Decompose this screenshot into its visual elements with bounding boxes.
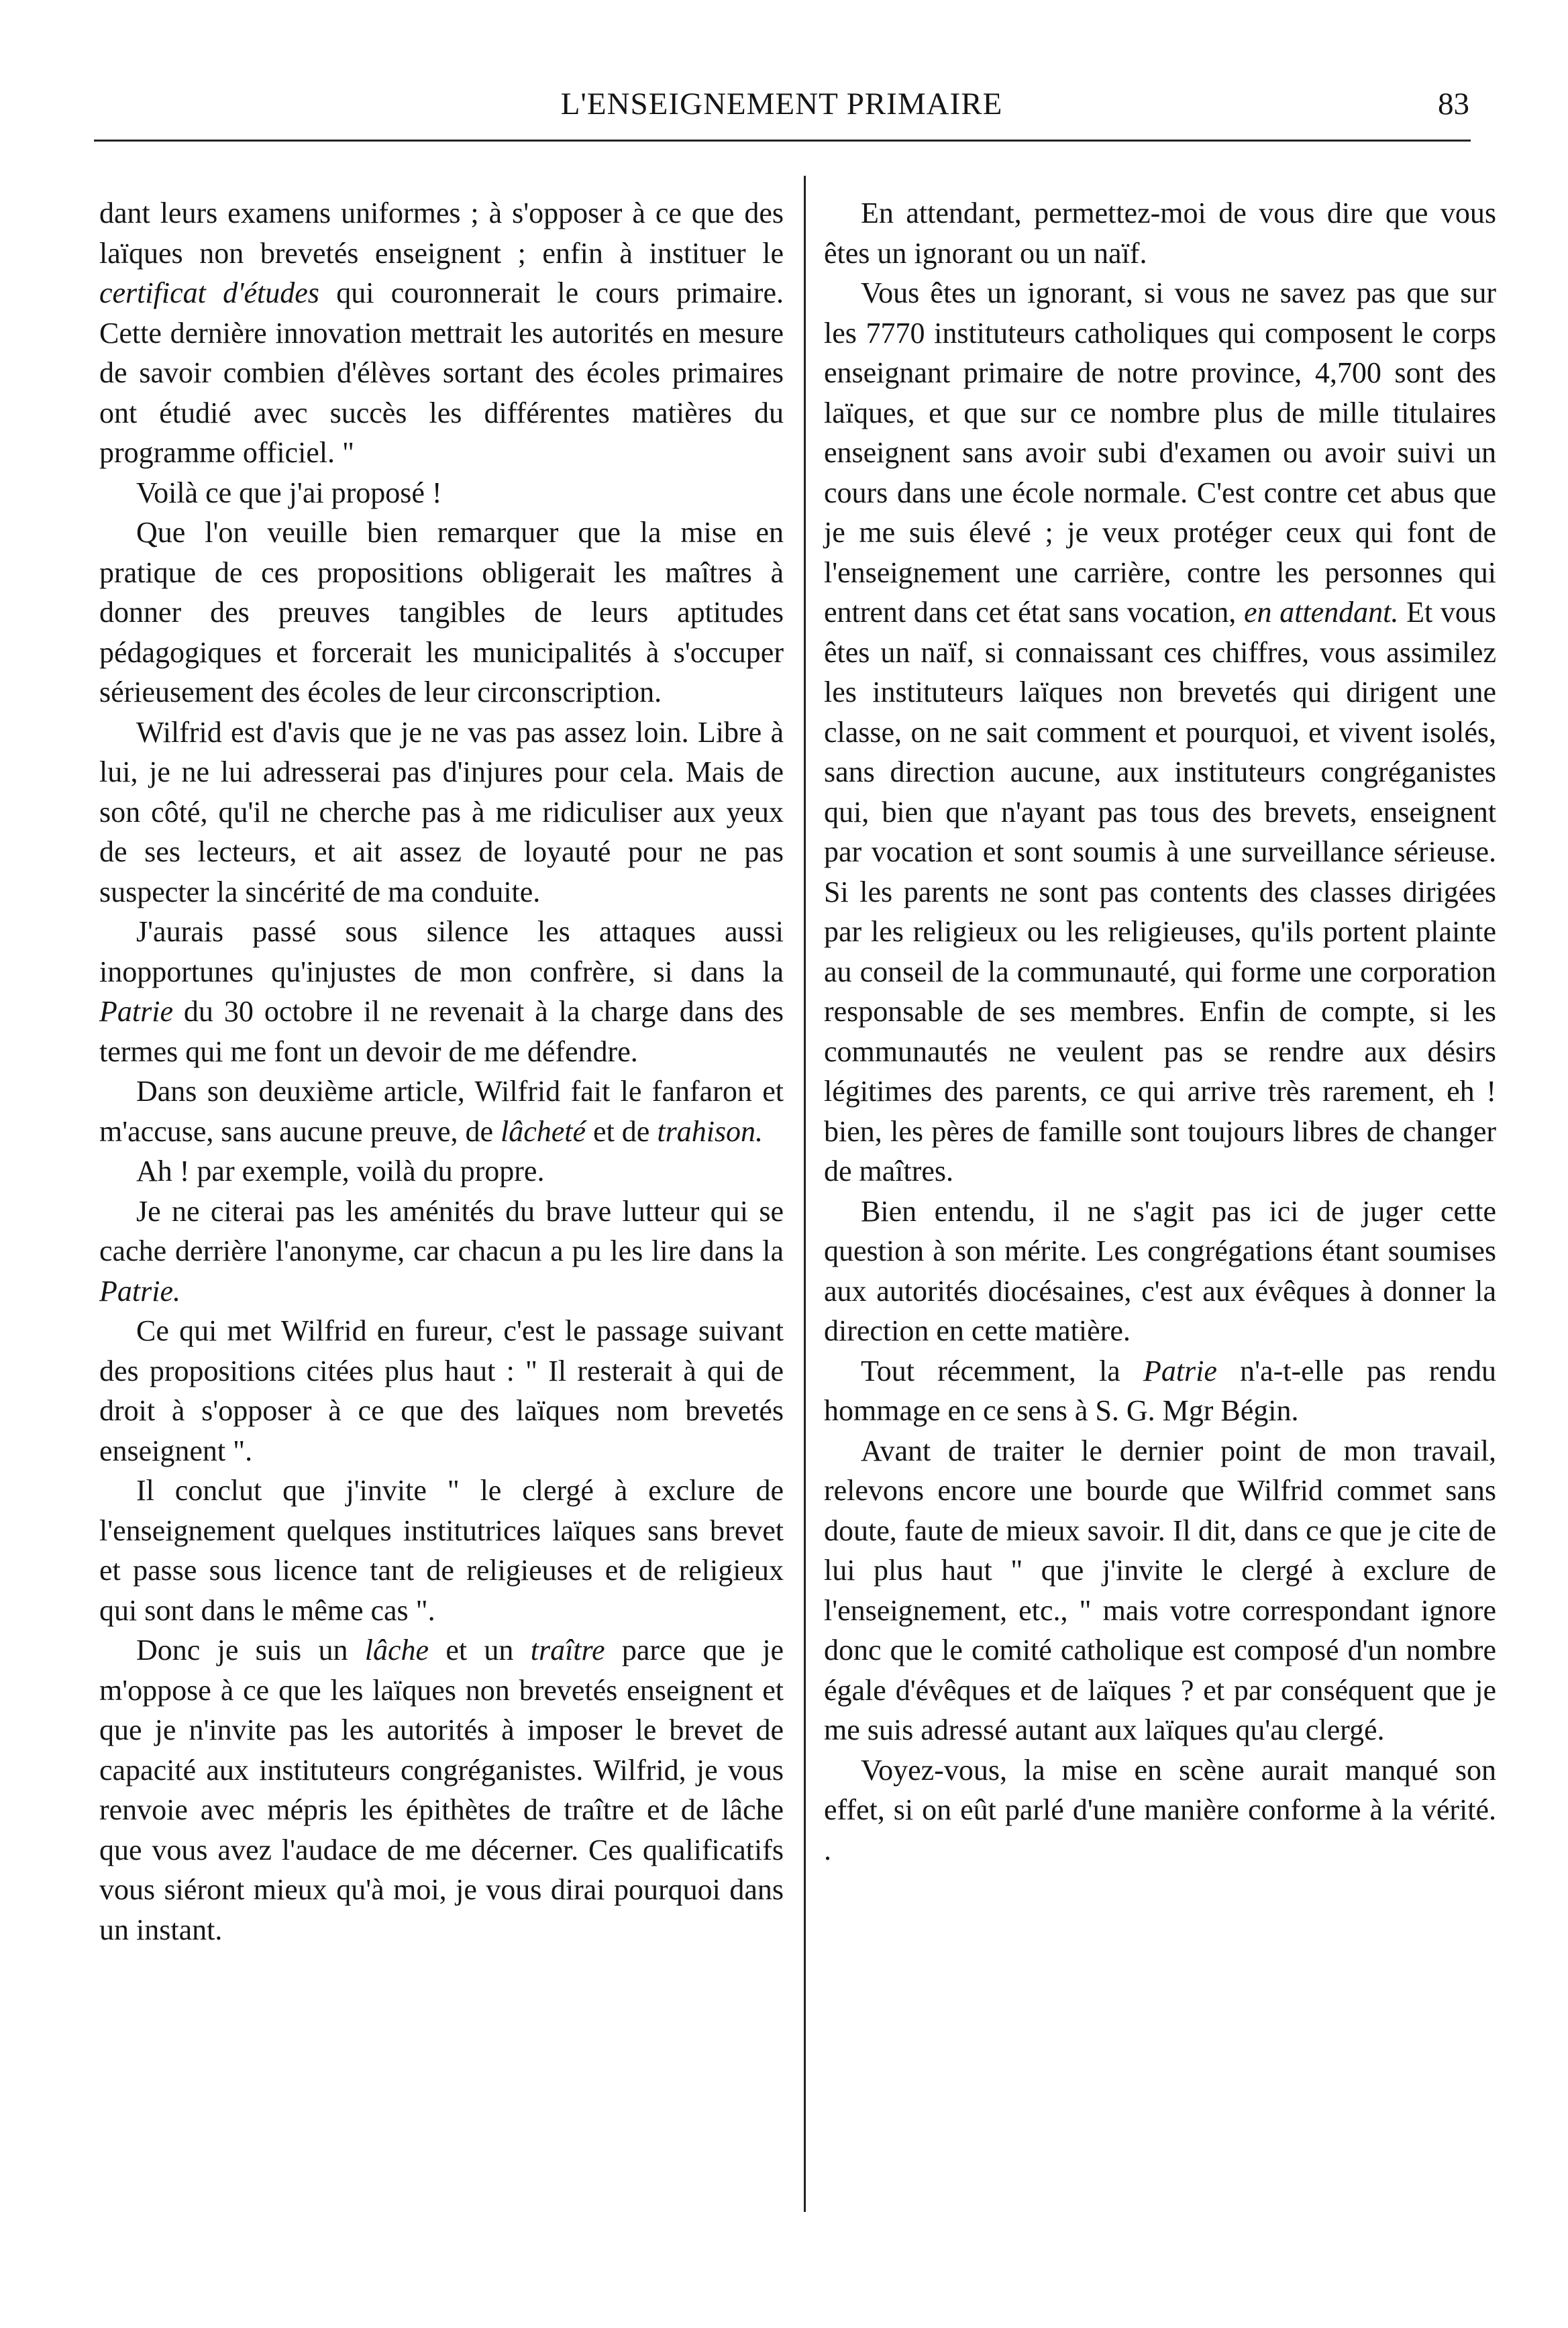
italic-text: en attendant. bbox=[1243, 596, 1399, 629]
paragraph bbox=[99, 1192, 784, 1312]
italic-text: traître bbox=[530, 1634, 605, 1666]
text-run: qui couronnerait le cours primaire. Cette dernière innovation mettrait les autorités en mesure de savoir combien d'élèves sortant des écoles primaires ont étudié avec succès les différentes matières du programme officiel. " bbox=[99, 276, 784, 469]
text-run: Donc je suis un bbox=[136, 1634, 365, 1666]
text-run: Voyez-vous, la mise en scène aurait manqué son effet, si on eût parlé d'une manière conforme à la vérité. . bbox=[824, 1753, 1496, 1866]
left-column bbox=[99, 193, 784, 1950]
paragraph bbox=[824, 193, 1496, 273]
paragraph bbox=[824, 1351, 1496, 1431]
paragraph bbox=[824, 273, 1496, 1192]
running-title: L'ENSEIGNEMENT PRIMAIRE bbox=[560, 87, 1003, 121]
text-run: n'a-t-elle pas rendu hommage en ce sens à S. G. Mgr Bégin. bbox=[824, 1354, 1496, 1427]
paragraph bbox=[99, 912, 784, 1071]
paragraph bbox=[99, 712, 784, 912]
text-run: J'aurais passé sous silence les attaques aussi inopportunes qu'injustes de mon confrère, si dans la bbox=[99, 915, 784, 988]
italic-text: trahison. bbox=[657, 1114, 764, 1148]
paragraph bbox=[99, 1471, 784, 1630]
page-number: 83 bbox=[1438, 87, 1469, 121]
text-run: et de bbox=[586, 1114, 658, 1148]
paragraph bbox=[824, 1192, 1496, 1351]
text-run: Bien entendu, il ne s'agit pas ici de juger cette question à son mérite. Les congrégations étant soumises aux autorités diocésaines, c'est aux évêques à donner la direction en cette matière. bbox=[824, 1194, 1496, 1347]
paragraph bbox=[99, 1071, 784, 1151]
text-run: Il conclut que j'invite " le clergé à exclure de l'enseignement quelques institutrices laïques sans brevet et passe sous licence tant de religieuses et de religieux qui sont dans le même cas ". bbox=[99, 1474, 784, 1627]
header-rule bbox=[94, 140, 1471, 142]
text-run: Ah ! par exemple, voilà du propre. bbox=[136, 1155, 545, 1187]
text-run: Que l'on veuille bien remarquer que la mise en pratique de ces propositions obligerait les maîtres à donner des preuves tangibles de leurs aptitudes pédagogiques et forcerait les municipalités à s'occuper sérieusement des écoles de leur circonscription. bbox=[99, 516, 784, 708]
paragraph bbox=[99, 513, 784, 712]
text-run: parce que je m'oppose à ce que les laïques non brevetés enseignent et que je n'invite pas les autorités à imposer le brevet de capacité aux instituteurs congréganistes. Wilfrid, je vous renvoie avec mépris les épithètes de traître et de lâche que vous avez l'audace de me décerner. Ces qualificatifs vous siéront mieux qu'à moi, je vous dirai pourquoi dans un instant. bbox=[99, 1634, 784, 1946]
text-run: Et vous êtes un naïf, si connaissant ces chiffres, vous assimilez les instituteurs laïques non brevetés qui dirigent une classe, on ne sait comment et pourquoi, et vivent isolés, sans direction aucune, aux instituteurs congréganistes qui, bien que n'ayant pas tous des brevets, enseignent par vocation et sont soumis à une surveillance sérieuse. Si les parents ne sont pas contents des classes dirigées par les religieux ou les religieuses, qu'ils portent plainte au conseil de la communauté, qui forme une corporation responsable de ses membres. Enfin de compte, si les communautés ne veulent pas se rendre aux désirs légitimes des parents, ce qui arrive très rarement, eh ! bien, les pères de famille sont toujours libres de changer de maîtres. bbox=[824, 596, 1496, 1187]
paragraph bbox=[99, 193, 784, 473]
right-column bbox=[824, 193, 1496, 1870]
text-run: Avant de traiter le dernier point de mon travail, relevons encore une bourde que Wilfrid commet sans doute, faute de mieux savoir. Il dit, dans ce que je cite de lui plus haut " que j'invite le clergé à exclure de l'enseignement, etc., " mais votre correspondant ignore donc que le comité catholique est composé d'un nombre égale d'évêques et de laïques ? et par conséquent que je me suis adressé autant aux laïques qu'au clergé. bbox=[824, 1434, 1496, 1746]
italic-text: lâcheté bbox=[501, 1114, 586, 1148]
text-run: du 30 octobre il ne revenait à la charge dans des termes qui me font un devoir de me défendre. bbox=[99, 995, 784, 1068]
italic-text: lâche bbox=[364, 1634, 429, 1666]
text-run: Dans son deuxième article, Wilfrid fait le fanfaron et m'accuse, sans aucune preuve, de bbox=[99, 1075, 784, 1148]
column-rule bbox=[804, 176, 806, 2212]
paragraph bbox=[824, 1431, 1496, 1750]
paragraph bbox=[824, 1750, 1496, 1870]
paragraph bbox=[99, 1311, 784, 1471]
text-run: Voilà ce que j'ai proposé ! bbox=[136, 476, 442, 509]
text-run: et un bbox=[429, 1634, 531, 1666]
text-run: Wilfrid est d'avis que je ne vas pas assez loin. Libre à lui, je ne lui adresserai pas d'injures pour cela. Mais de son côté, qu'il ne cherche pas à me ridiculiser aux yeux de ses lecteurs, et ait assez de loyauté pour ne pas suspecter la sincérité de ma conduite. bbox=[99, 715, 784, 908]
italic-text: certificat d'études bbox=[99, 276, 319, 309]
paragraph bbox=[99, 473, 784, 513]
text-run: Tout récemment, la bbox=[861, 1354, 1143, 1387]
paragraph bbox=[99, 1630, 784, 1950]
text-run: Vous êtes un ignorant, si vous ne savez pas que sur les 7770 instituteurs catholiques qui composent le corps enseignant primaire de notre province, 4,700 sont des laïques, et que sur ce nombre plus de mille titulaires enseignent sans avoir subi d'examen ou avoir suivi un cours dans une école normale. C'est contre cet abus que je me suis élevé ; je veux protéger ceux qui font de l'enseignement une carrière, contre les personnes qui entrent dans cet état sans vocation, bbox=[824, 276, 1496, 629]
italic-text: Patrie bbox=[99, 995, 173, 1028]
text-run: Ce qui met Wilfrid en fureur, c'est le passage suivant des propositions citées plus haut : " Il resterait à qui de droit à s'opposer à ce que des laïques nom brevetés enseignent ". bbox=[99, 1314, 784, 1467]
paragraph bbox=[99, 1151, 784, 1192]
text-run: Je ne citerai pas les aménités du brave lutteur qui se cache derrière l'anonyme, car chacun a pu les lire dans la bbox=[99, 1194, 784, 1267]
italic-text: Patrie bbox=[1143, 1354, 1217, 1387]
running-head bbox=[94, 86, 1469, 133]
italic-text: Patrie. bbox=[99, 1274, 180, 1308]
text-run: dant leurs examens uniformes ; à s'opposer à ce que des laïques non brevetés enseignent ; enfin à instituer le bbox=[99, 197, 784, 270]
text-run: En attendant, permettez-moi de vous dire que vous êtes un ignorant ou un naïf. bbox=[824, 197, 1496, 270]
